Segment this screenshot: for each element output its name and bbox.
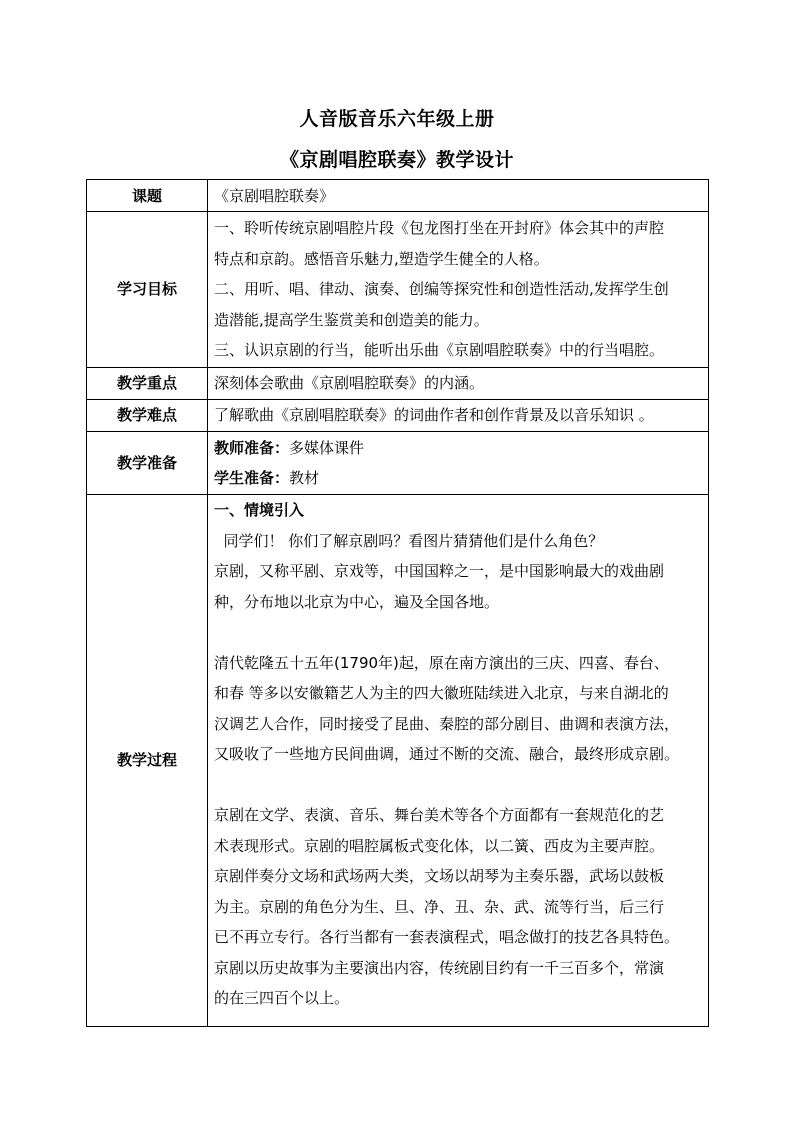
- student-preparation-label: 学生准备：: [214, 469, 290, 487]
- table-row-topic: [87, 180, 709, 212]
- process-line: 的在三四百个以上。: [214, 989, 350, 1007]
- key-points-content: 深刻体会歌曲《京剧唱腔联奏》的内涵。: [208, 368, 709, 400]
- difficulties-label: 教学难点: [87, 400, 208, 432]
- topic-label: 课题: [87, 180, 208, 212]
- table-row-learning-goals: [87, 212, 709, 368]
- goal-line: 二、用听、唱、律动、演奏、创编等探究性和创造性活动,发挥学生创: [214, 280, 669, 299]
- blank-line: [214, 770, 702, 801]
- teaching-process-label: 教学过程: [87, 495, 208, 1027]
- process-line: 已不再立专行。各行当都有一套表演程式，唱念做打的技艺各具特色。: [214, 928, 680, 946]
- teacher-preparation: [214, 433, 702, 464]
- document-title: 人音版音乐六年级上册: [299, 108, 495, 130]
- process-line: 术表现形式。京剧的唱腔属板式变化体，以二簧、西皮为主要声腔。: [214, 836, 665, 855]
- goal-line: 特点和京韵。感悟音乐魅力,塑造学生健全的人格。: [214, 249, 549, 268]
- teaching-process-content: [208, 495, 709, 1027]
- process-line: 汉调艺人合作，同时接受了昆曲、秦腔的部分剧目、曲调和表演方法，: [214, 714, 680, 733]
- section-heading: 一、情境引入: [214, 501, 305, 519]
- teacher-preparation-label: 教师准备：: [214, 438, 290, 457]
- lesson-plan-table: [86, 179, 709, 1027]
- table-row-key-points: [87, 368, 709, 400]
- document-subtitle: 《京剧唱腔联奏》教学设计: [279, 149, 514, 171]
- process-line: 和春 等多以安徽籍艺人为主的四大徽班陆续进入北京，与来自湖北的: [214, 684, 669, 702]
- process-line: 种，分布地以北京为中心，遍及全国各地。: [214, 592, 500, 611]
- teacher-preparation-value: 多媒体课件: [289, 438, 365, 457]
- topic-value: 《京剧唱腔联奏》: [208, 180, 709, 212]
- goal-line: 三、认识京剧的行当，能听出乐曲《京剧唱腔联奏》中的行当唱腔。: [214, 341, 665, 360]
- process-line: 京剧，又称平剧、京戏等，中国国粹之一，是中国影响最大的戏曲剧: [214, 562, 665, 580]
- process-line: 清代乾隆五十五年(1790年)起，原在南方演出的三庆、四喜、春台、: [214, 653, 669, 672]
- learning-goals-content: [208, 212, 709, 368]
- table-row-difficulties: [87, 400, 709, 432]
- goal-line: 造潜能,提高学生鉴赏美和创造美的能力。: [214, 310, 489, 329]
- goal-line: 一、聆听传统京剧唱腔片段《包龙图打坐在开封府》体会其中的声腔: [214, 219, 665, 238]
- key-points-label: 教学重点: [87, 368, 208, 400]
- learning-goals-label: 学习目标: [87, 212, 208, 368]
- process-line: 京剧在文学、表演、音乐、舞台美术等各个方面都有一套规范化的艺: [214, 806, 665, 824]
- process-line: 为主。京剧的角色分为生、旦、净、丑、杂、武、流等行当，后三行: [214, 897, 665, 916]
- process-line: 同学们！ 你们了解京剧吗？看图片猜猜他们是什么角色？: [214, 531, 604, 550]
- difficulties-content: 了解歌曲《京剧唱腔联奏》的词曲作者和创作背景及以音乐知识 。: [208, 400, 709, 432]
- student-preparation: [214, 463, 702, 494]
- student-preparation-value: 教材: [289, 469, 320, 487]
- process-line: 京剧以历史故事为主要演出内容，传统剧目约有一千三百多个，常演: [214, 958, 665, 977]
- process-line: 又吸收了一些地方民间曲调，通过不断的交流、融合，最终形成京剧。: [214, 745, 680, 763]
- preparation-content: [208, 432, 709, 495]
- preparation-label: 教学准备: [87, 432, 208, 495]
- table-row-preparation: [87, 432, 709, 495]
- process-line: 京剧伴奏分文场和武场两大类，文场以胡琴为主奏乐器，武场以鼓板: [214, 867, 665, 885]
- blank-line: [214, 617, 702, 648]
- table-row-teaching-process: [87, 495, 709, 1027]
